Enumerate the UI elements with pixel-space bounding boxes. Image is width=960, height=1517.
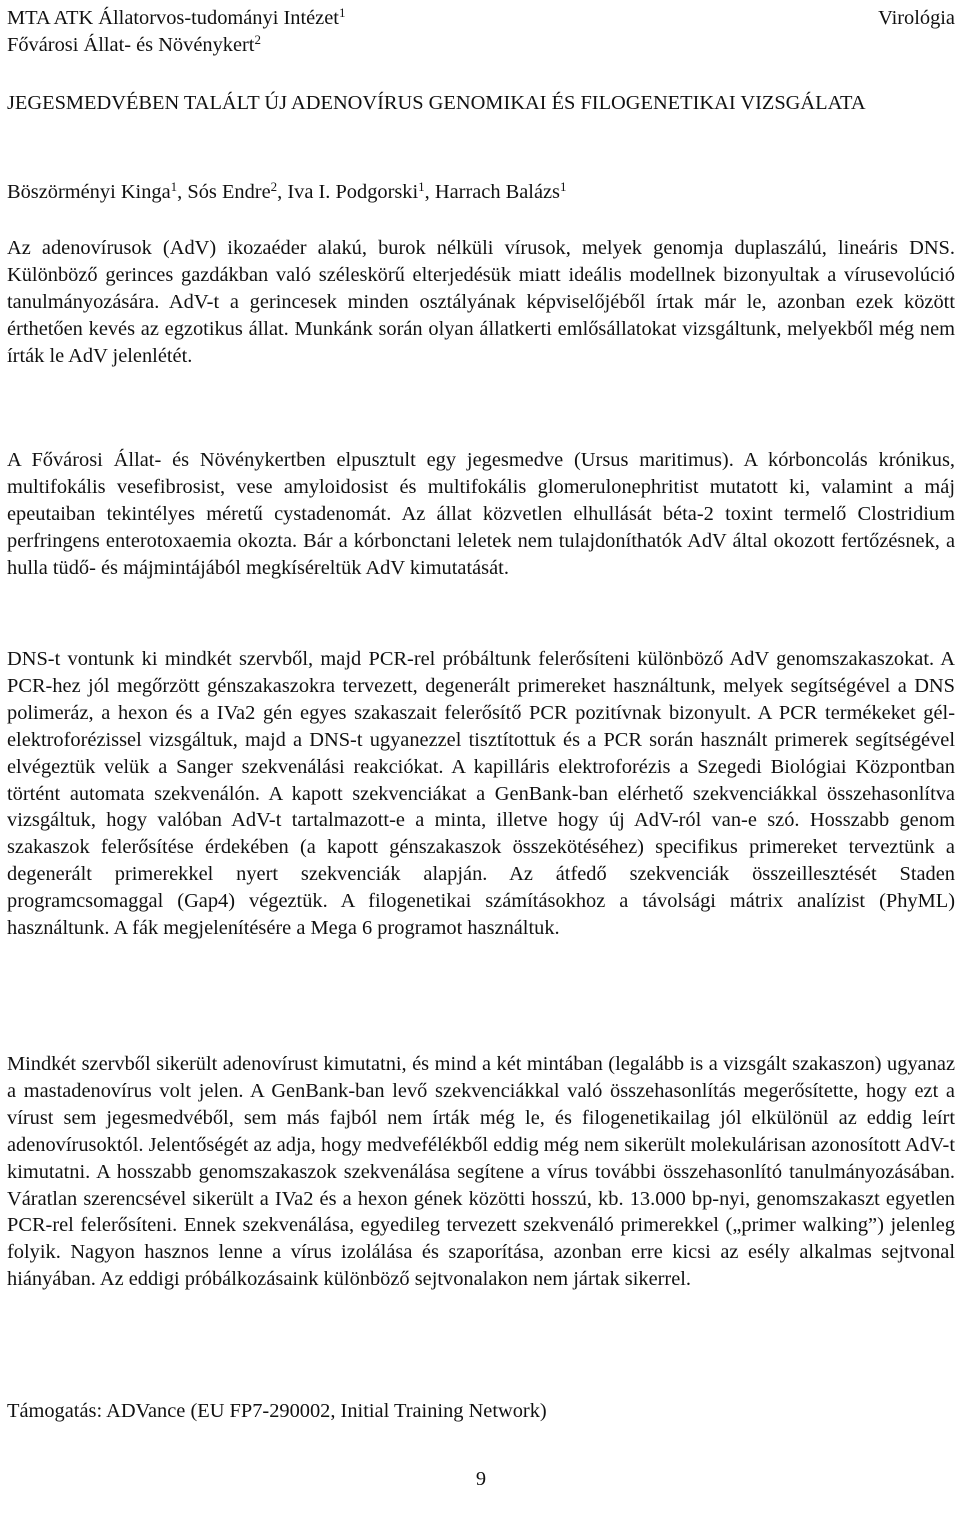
author-mark: 1: [170, 179, 178, 194]
subject-field: Virológia: [878, 7, 955, 29]
affiliation-1: [7, 5, 955, 32]
author-separator: ,: [177, 181, 188, 203]
affiliation-2: [7, 32, 955, 59]
paragraph-introduction: Az adenovírusok (AdV) ikozaéder alakú, burok nélküli vírusok, melyek genomja duplaszálú, lineáris DNS. Különböző gerinces gazdákban való széleskörű elterjedésük miatt ideális modellnek bizonyultak a vírusevolúció tanulmányozására. AdV-t a gerincesek minden osztályának képviselőjéből írtak már le, azonban ezek között érthetően kevés az egzotikus állat. Munkánk során olyan állatkerti emlősállatokat vizsgáltunk, melyekből még nem írták le AdV jelenlétét.: [7, 237, 955, 367]
affiliation-2-text: Fővárosi Állat- és Növénykert: [7, 34, 255, 56]
page-header: [7, 5, 955, 59]
affiliation-1-mark: 1: [338, 5, 346, 20]
author-name: Iva I. Podgorski: [287, 181, 419, 203]
affiliation-1-text: MTA ATK Állatorvos-tudományi Intézet: [7, 7, 339, 29]
paragraph-methods: DNS-t vontunk ki mindkét szervből, majd PCR-rel próbáltunk felerősíteni különböző AdV genomszakaszokat. A PCR-hez jól megőrzött génszakaszokra tervezett, degenerált primereket használtunk, melyek segítségével a DNS polimeráz, a hexon és a IVa2 gén egyes szakaszait felerősítő PCR pozitívnak bizonyult. A PCR termékeket gél-elektroforézissel vizsgáltuk, majd a DNS-t ugyanezzel tisztítottuk és a PCR során használt primerek segítségével elvégeztük velük a Sanger szekvenálási reakciókat. A kapilláris elektroforézis a Szegedi Biológiai Központban történt automata szekvenálón. A kapott szekvenciákat a GenBank-ban elérhető szekvenciákkal összehasonlítva vizsgáltuk, hogy valóban AdV-t tartalmazott-e a minta, illetve hogy új AdV-ról van-e szó. Hosszabb genom szakaszok felerősítése érdekében (a kapott génszakaszok összekötéséhez) specifikus primereket terveztünk a degenerált primerekkel nyert szekvenciák alapján. Az átfedő szekvenciák összeillesztését Staden programcsomaggal (Gap4) végeztük. A filogenetikai számításokhoz a távolsági mátrix analízist (PhyML) használtunk. A fák megjelenítésére a Mega 6 programot használtuk.: [7, 648, 955, 940]
page-number: 9: [475, 1468, 487, 1490]
article-title: JEGESMEDVÉBEN TALÁLT ÚJ ADENOVÍRUS GENOMIKAI ÉS FILOGENETIKAI VIZSGÁLATA: [7, 92, 866, 114]
author-separator: ,: [277, 181, 288, 203]
paragraph-case: A Fővárosi Állat- és Növénykertben elpusztult egy jegesmedve (Ursus maritimus). A kórboncolás krónikus, multifokális vesefibrosist, vese amyloidosist és multifokális glomerulonephritist mutatott ki, valamint a máj epeutaiban tekintélyes méretű cystadenomát. Az állat közvetlen elhullását béta-2 toxint termelő Clostridium perfringens enterotoxaemia okozta. Bár a kórbonctani leletek nem tulajdoníthatók AdV által okozott fertőzésnek, a hulla tüdő- és májmintájából megkíséreltük AdV kimutatását.: [7, 449, 955, 579]
affiliation-2-mark: 2: [254, 32, 261, 47]
author-mark: 1: [418, 179, 425, 194]
paragraph-results: Mindkét szervből sikerült adenovírust kimutatni, és mind a két mintában (legalább is a vizsgált szakaszon) ugyanaz a mastadenovírus volt jelen. A GenBank-ban levő szekvenciákkal való összehasonlítás megerősítette, hogy ezt a vírust sem jegesmedvéből, sem más fajból nem írták még le, és filogenetikailag jól elkülönül az eddig leírt adenovírusoktól. Jelentőségét az adja, hogy medvefélékből eddig még nem sikerült molekulárisan azonosított AdV-t kimutatni. A hosszabb genomszakaszok szekvenálása segítene a vírus további összehasonlító tanulmányozásában. Váratlan szerencsével sikerült a IVa2 és a hexon gének közötti hosszú, kb. 13.000 bp-nyi, genomszakaszt egyetlen PCR-rel felerősíteni. Ennek szekvenálása, egyedileg tervezett szekvenáló primerekkel („primer walking”) jelenleg folyik. Nagyon hasznos lenne a vírus izolálása és szaporítása, azonban erre kicsi az esély alkalmas sejtvonal hiányában. Az eddigi próbálkozásaink különböző sejtvonalakon nem jártak sikerrel.: [7, 1053, 955, 1291]
author-name: Sós Endre: [187, 181, 271, 203]
author-separator: ,: [424, 181, 435, 203]
funding-note: Támogatás: ADVance (EU FP7-290002, Initial Training Network): [7, 1400, 547, 1422]
author-name: Böszörményi Kinga: [7, 181, 171, 203]
author-name: Harrach Balázs: [434, 181, 560, 203]
author-mark: 2: [270, 179, 278, 194]
author-mark: 1: [559, 179, 567, 194]
author-list: [7, 178, 566, 206]
